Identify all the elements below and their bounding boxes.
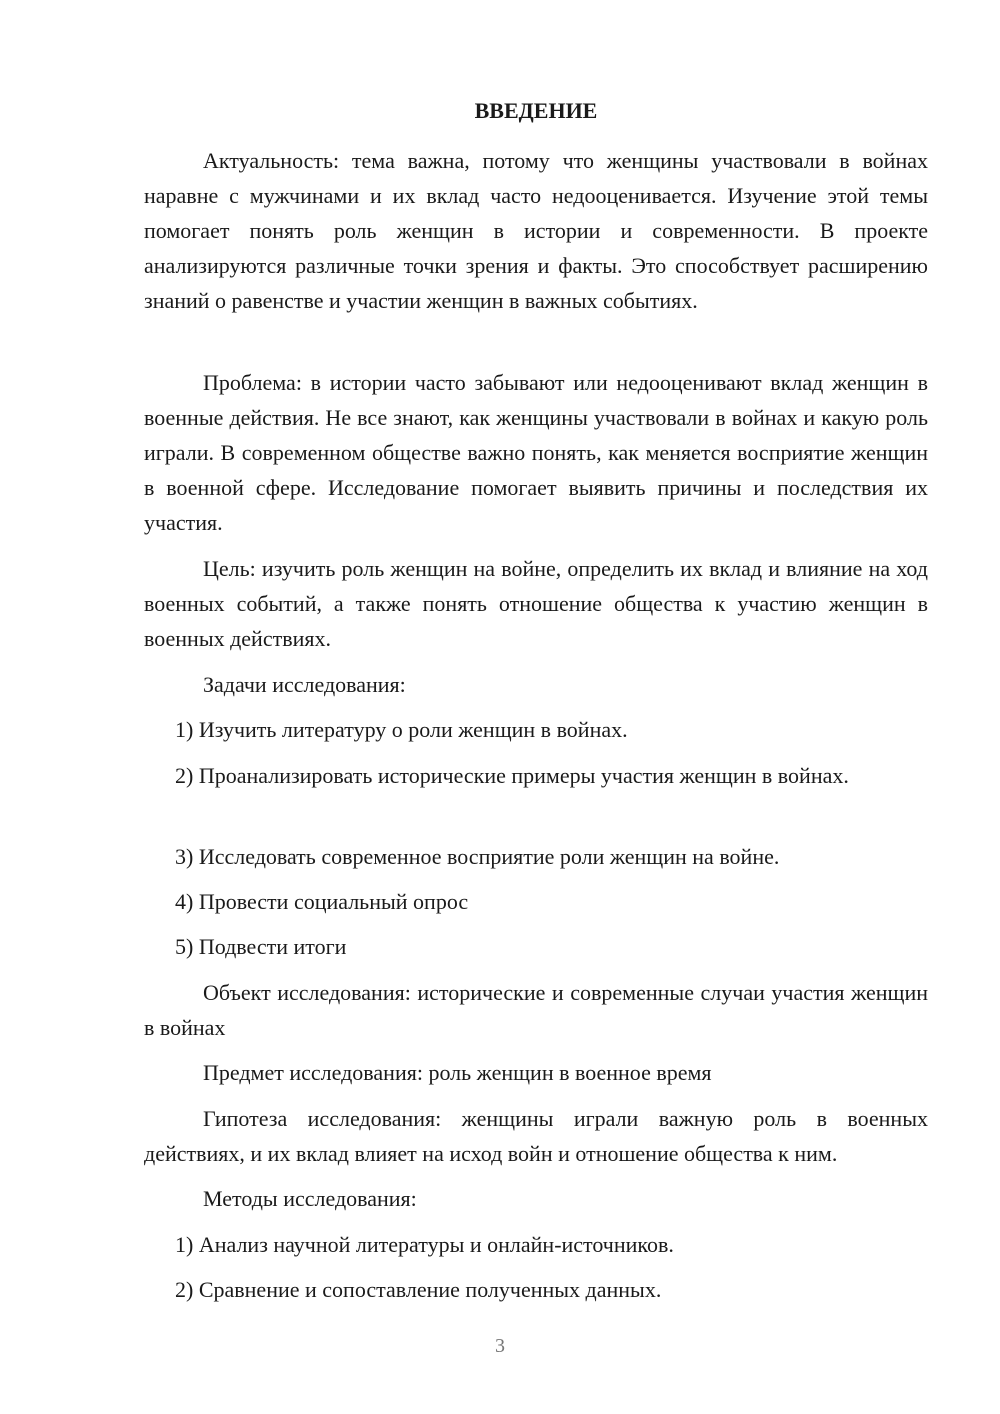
paragraph-object: Объект исследования: исторические и современные случаи участия женщин в войнах xyxy=(144,980,928,1040)
paragraph-subject: Предмет исследования: роль женщин в военное время xyxy=(203,1060,712,1085)
task-item: 5) Подвести итоги xyxy=(175,934,347,959)
paragraph-goal: Цель: изучить роль женщин на войне, определить их вклад и влияние на ход военных событий, а также понять отношение общества к участию женщин в военных действиях. xyxy=(144,556,928,651)
paragraph-problem: Проблема: в истории часто забывают или недооценивают вклад женщин в военные действия. Не все знают, как женщины участвовали в войнах и какую роль играли. В современном обществе важно понять, как меняется восприятие женщин в военной сфере. Исследование помогает выявить причины и последствия их участия. xyxy=(144,370,928,535)
page-number: 3 xyxy=(495,1335,505,1357)
section-title: ВВЕДЕНИЕ xyxy=(474,98,598,123)
task-item: 4) Провести социальный опрос xyxy=(175,889,469,914)
paragraph-relevance: Актуальность: тема важна, потому что женщины участвовали в войнах наравне с мужчинами и их вклад часто недооценивается. Изучение этой темы помогает понять роль женщин в истории и современности. В проекте анализируются различные точки зрения и факты. Это способствует расширению знаний о равенстве и участии женщин в важных событиях. xyxy=(144,148,928,313)
task-item: 3) Исследовать современное восприятие роли женщин на войне. xyxy=(175,844,780,869)
paragraph-hypothesis: Гипотеза исследования: женщины играли важную роль в военных действиях, и их вклад влияет на исход войн и отношение общества к ним. xyxy=(144,1106,928,1166)
method-item: 2) Сравнение и сопоставление полученных данных. xyxy=(175,1277,662,1302)
method-item: 1) Анализ научной литературы и онлайн-источников. xyxy=(175,1232,674,1257)
task-item: 1) Изучить литературу о роли женщин в войнах. xyxy=(175,717,628,742)
task-item: 2) Проанализировать исторические примеры участия женщин в войнах. xyxy=(175,763,849,788)
methods-heading: Методы исследования: xyxy=(203,1186,417,1211)
tasks-heading: Задачи исследования: xyxy=(203,672,406,697)
